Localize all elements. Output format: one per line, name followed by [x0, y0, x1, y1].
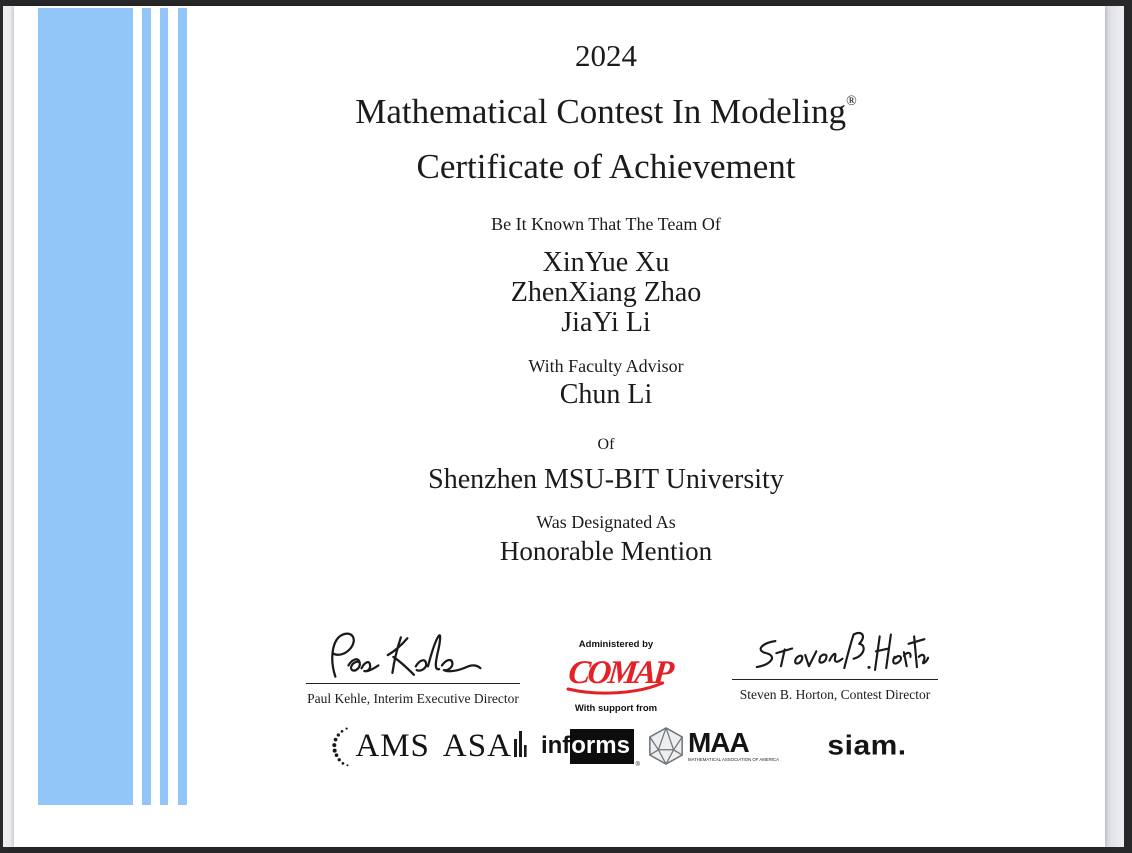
- certificate-page: [14, 6, 1105, 847]
- team-member-1: XinYue Xu: [542, 247, 670, 278]
- asa-logo: [443, 728, 528, 765]
- maa-logo-text: MAA: [687, 726, 749, 758]
- asa-bars-icon: [514, 729, 528, 759]
- sponsor-logos-row: [355, 720, 907, 772]
- paul-kehle-signature-icon: [308, 628, 518, 686]
- siam-logo-text: siam.: [827, 730, 907, 761]
- comap-logo: [556, 651, 676, 697]
- siam-logo: [827, 729, 906, 763]
- team-intro-label: Be It Known That The Team Of: [491, 214, 721, 234]
- certificate-title-text: Mathematical Contest In Modeling: [355, 92, 847, 131]
- informs-logo: [540, 729, 640, 768]
- informs-logo-prefix: inf: [540, 731, 571, 759]
- decoration-bar-wide: [38, 8, 133, 805]
- designation-intro-label: Was Designated As: [536, 512, 676, 532]
- certificate-title: [176, 92, 1036, 132]
- signature-line-left: [306, 683, 520, 684]
- administered-by-block: [546, 639, 686, 714]
- of-label: Of: [597, 436, 615, 453]
- maa-logo-caption: MATHEMATICAL ASSOCIATION OF AMERICA: [687, 757, 780, 762]
- certificate-subtitle: Certificate of Achievement: [416, 147, 796, 186]
- comap-logo-text: COMAP: [566, 655, 673, 691]
- certificate-year: 2024: [575, 38, 637, 73]
- maa-text-column: [687, 726, 814, 764]
- support-from-label: With support from: [574, 703, 658, 714]
- team-member-2: ZhenXiang Zhao: [510, 277, 702, 308]
- ams-dotted-arc-icon: [331, 725, 353, 767]
- decoration-stripe-2: [160, 8, 168, 805]
- designation-value: Honorable Mention: [499, 536, 713, 566]
- maa-icosahedron-icon: [647, 727, 685, 765]
- signature-caption-right: Steven B. Horton, Contest Director: [739, 687, 931, 702]
- informs-registered-mark: ®: [635, 761, 640, 768]
- signature-line-right: [732, 679, 938, 680]
- administered-by-label: Administered by: [578, 639, 654, 650]
- registered-mark: ®: [846, 94, 857, 109]
- maa-logo: [647, 727, 814, 765]
- signature-block-right: [732, 628, 938, 703]
- steven-horton-signature-icon: [735, 628, 935, 682]
- asa-logo-text: ASA: [442, 727, 512, 764]
- ams-logo-text: AMS: [355, 727, 430, 764]
- informs-logo-box: orms: [570, 729, 634, 764]
- institution-name: Shenzhen MSU-BIT University: [428, 464, 784, 495]
- ams-logo: [331, 725, 430, 767]
- advisor-intro-label: With Faculty Advisor: [528, 356, 684, 376]
- advisor-name: Chun Li: [559, 379, 653, 410]
- signature-block-left: [306, 628, 520, 707]
- decoration-stripe-1: [142, 8, 151, 805]
- team-member-3: JiaYi Li: [561, 307, 651, 338]
- signature-caption-left: Paul Kehle, Interim Executive Director: [307, 691, 519, 706]
